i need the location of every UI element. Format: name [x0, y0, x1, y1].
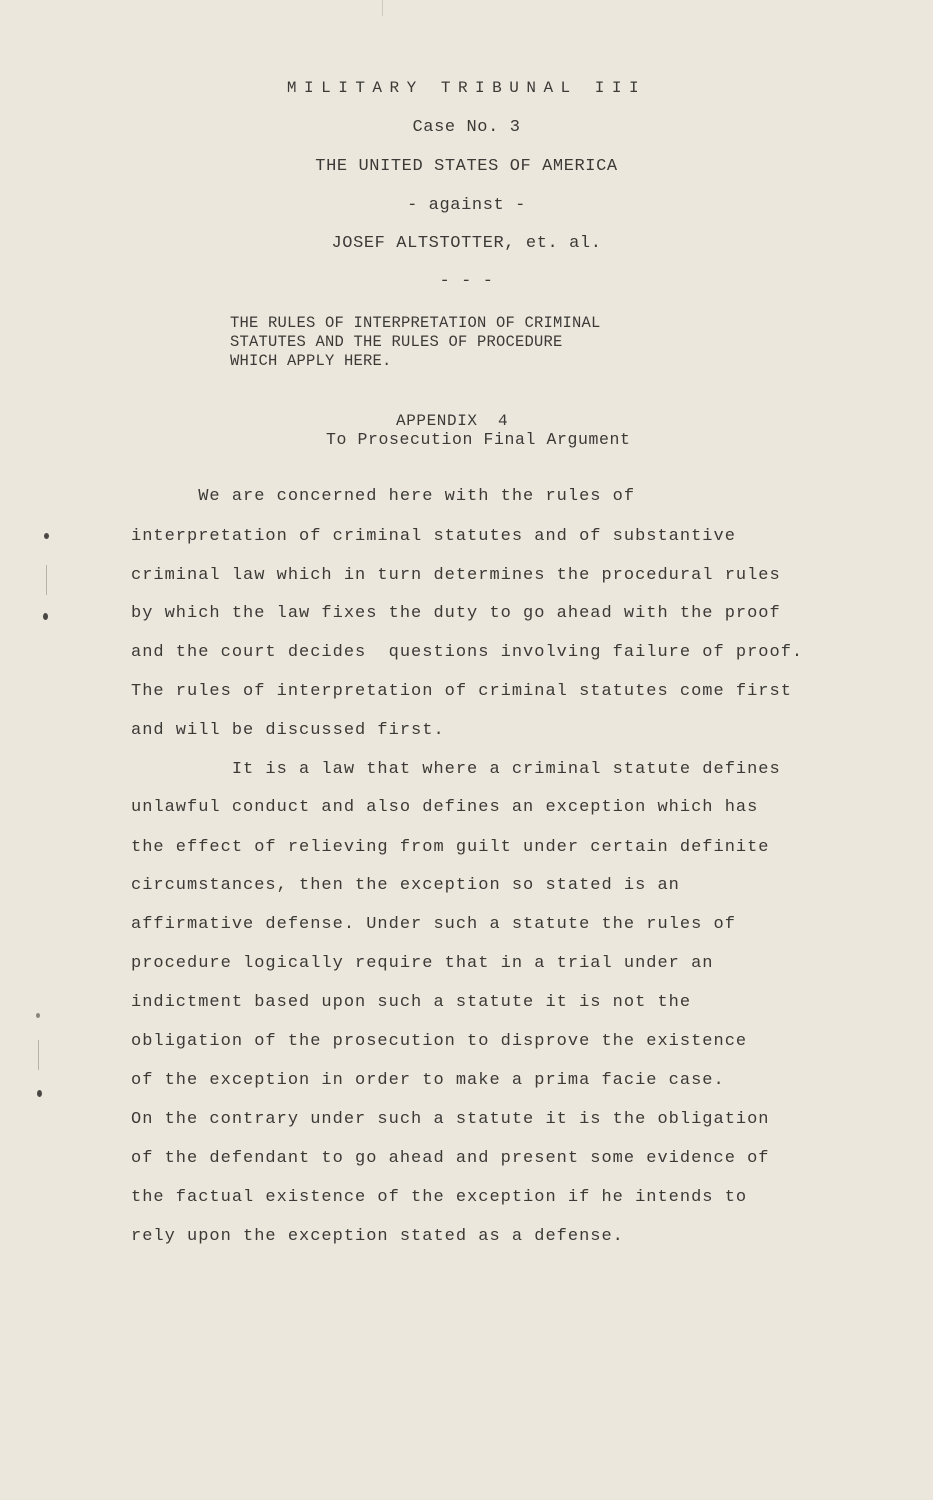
- punch-mark: [43, 613, 48, 620]
- appendix-title: APPENDIX 4: [396, 412, 509, 430]
- against-line: - against -: [407, 196, 526, 215]
- subject-line: WHICH APPLY HERE.: [230, 352, 392, 370]
- body-line: of the defendant to go ahead and present some evidence of: [131, 1149, 770, 1168]
- subject-line: STATUTES AND THE RULES OF PROCEDURE: [230, 333, 563, 351]
- body-line: rely upon the exception stated as a defense.: [131, 1227, 624, 1246]
- body-line: the factual existence of the exception if he intends to: [131, 1188, 748, 1207]
- body-line: and will be discussed first.: [131, 721, 445, 740]
- punch-mark: [37, 1090, 42, 1097]
- body-line: interpretation of criminal statutes and of substantive: [131, 527, 736, 546]
- body-line: circumstances, then the exception so stated is an: [131, 876, 680, 895]
- margin-line: [46, 565, 47, 595]
- body-line: procedure logically require that in a trial under an: [131, 954, 714, 973]
- body-line: The rules of interpretation of criminal statutes come first: [131, 682, 792, 701]
- subject-line: THE RULES OF INTERPRETATION OF CRIMINAL: [230, 314, 601, 332]
- body-line: by which the law fixes the duty to go ahead with the proof: [131, 604, 781, 623]
- case-number: Case No. 3: [412, 118, 521, 137]
- body-line: obligation of the prosecution to disprove the existence: [131, 1032, 748, 1051]
- plaintiff-name: THE UNITED STATES OF AMERICA: [315, 157, 618, 176]
- body-line: of the exception in order to make a prima facie case.: [131, 1071, 725, 1090]
- top-edge-mark: [382, 0, 383, 16]
- separator: - - -: [439, 272, 494, 291]
- body-line: On the contrary under such a statute it is the obligation: [131, 1110, 770, 1129]
- body-line: and the court decides questions involving failure of proof.: [131, 643, 804, 662]
- appendix-subtitle: To Prosecution Final Argument: [326, 430, 631, 449]
- body-line: unlawful conduct and also defines an exception which has: [131, 798, 759, 817]
- body-line: criminal law which in turn determines the procedural rules: [131, 566, 781, 585]
- body-line: affirmative defense. Under such a statute the rules of: [131, 915, 736, 934]
- punch-mark: [44, 533, 49, 539]
- punch-mark: [36, 1013, 40, 1018]
- body-line: It is a law that where a criminal statute defines: [131, 760, 781, 779]
- defendant-name: JOSEF ALTSTOTTER, et. al.: [331, 234, 602, 253]
- body-line: indictment based upon such a statute it is not the: [131, 993, 692, 1012]
- margin-line: [38, 1040, 39, 1070]
- body-line: We are concerned here with the rules of: [131, 487, 636, 506]
- body-line: the effect of relieving from guilt under certain definite: [131, 838, 770, 857]
- tribunal-title: MILITARY TRIBUNAL III: [286, 79, 647, 97]
